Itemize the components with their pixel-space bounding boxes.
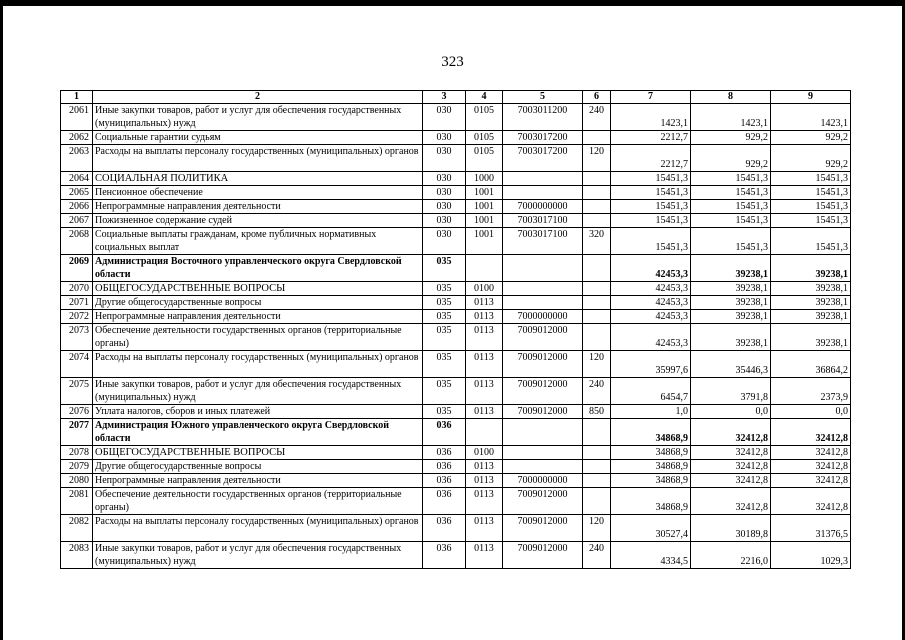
target-article-cell: [503, 419, 583, 446]
amount-col-8-cell: 15451,3: [691, 214, 771, 228]
amount-col-7-cell: 15451,3: [611, 214, 691, 228]
amount-col-8-cell: 15451,3: [691, 172, 771, 186]
amount-col-9-cell: 32412,8: [771, 419, 851, 446]
section-code-cell: 0105: [466, 145, 503, 172]
section-code-cell: 0113: [466, 296, 503, 310]
amount-col-7-cell: 34868,9: [611, 419, 691, 446]
row-number-cell: 2069: [61, 255, 93, 282]
amount-col-8-cell: 39238,1: [691, 255, 771, 282]
row-name-cell: ОБЩЕГОСУДАРСТВЕННЫЕ ВОПРОСЫ: [93, 282, 423, 296]
row-number-cell: 2082: [61, 515, 93, 542]
row-number-cell: 2079: [61, 460, 93, 474]
amount-col-8-cell: 32412,8: [691, 474, 771, 488]
row-name-cell: Непрограммные направления деятельности: [93, 474, 423, 488]
target-article-cell: [503, 446, 583, 460]
header-col-9: 9: [771, 91, 851, 104]
amount-col-9-cell: 15451,3: [771, 186, 851, 200]
expense-type-cell: [583, 446, 611, 460]
target-article-cell: 7009012000: [503, 324, 583, 351]
ministry-code-cell: 035: [423, 310, 466, 324]
section-code-cell: 0113: [466, 310, 503, 324]
ministry-code-cell: 036: [423, 515, 466, 542]
expense-type-cell: [583, 296, 611, 310]
target-article-cell: [503, 172, 583, 186]
amount-col-8-cell: 39238,1: [691, 282, 771, 296]
amount-col-7-cell: 2212,7: [611, 145, 691, 172]
amount-col-8-cell: 929,2: [691, 145, 771, 172]
section-code-cell: 0113: [466, 542, 503, 569]
row-number-cell: 2074: [61, 351, 93, 378]
amount-col-8-cell: 39238,1: [691, 296, 771, 310]
target-article-cell: 7000000000: [503, 310, 583, 324]
section-code-cell: [466, 255, 503, 282]
target-article-cell: 7009012000: [503, 405, 583, 419]
ministry-code-cell: 036: [423, 488, 466, 515]
expense-type-cell: 120: [583, 351, 611, 378]
row-number-cell: 2077: [61, 419, 93, 446]
amount-col-7-cell: 34868,9: [611, 460, 691, 474]
section-code-cell: 0105: [466, 104, 503, 131]
amount-col-9-cell: 31376,5: [771, 515, 851, 542]
row-name-cell: ОБЩЕГОСУДАРСТВЕННЫЕ ВОПРОСЫ: [93, 446, 423, 460]
amount-col-7-cell: 34868,9: [611, 488, 691, 515]
expense-type-cell: [583, 310, 611, 324]
expense-type-cell: 240: [583, 104, 611, 131]
table-row: [61, 378, 851, 405]
table-row: [61, 200, 851, 214]
amount-col-8-cell: 3791,8: [691, 378, 771, 405]
expense-type-cell: 240: [583, 542, 611, 569]
table-row: [61, 542, 851, 569]
amount-col-7-cell: 42453,3: [611, 324, 691, 351]
section-code-cell: 1001: [466, 186, 503, 200]
ministry-code-cell: 035: [423, 351, 466, 378]
row-name-cell: Иные закупки товаров, работ и услуг для обеспечения государственных (муниципальных) нужд: [93, 378, 423, 405]
amount-col-8-cell: 15451,3: [691, 200, 771, 214]
table-row: [61, 172, 851, 186]
amount-col-8-cell: 929,2: [691, 131, 771, 145]
target-article-cell: 7000000000: [503, 474, 583, 488]
table-row: [61, 474, 851, 488]
row-number-cell: 2073: [61, 324, 93, 351]
amount-col-8-cell: 1423,1: [691, 104, 771, 131]
amount-col-8-cell: 32412,8: [691, 460, 771, 474]
target-article-cell: 7003017100: [503, 214, 583, 228]
row-name-cell: Расходы на выплаты персоналу государственных (муниципальных) органов: [93, 145, 423, 172]
expense-type-cell: [583, 488, 611, 515]
row-number-cell: 2065: [61, 186, 93, 200]
amount-col-8-cell: 39238,1: [691, 310, 771, 324]
section-code-cell: 0113: [466, 351, 503, 378]
ministry-code-cell: 035: [423, 405, 466, 419]
ministry-code-cell: 035: [423, 378, 466, 405]
table-row: [61, 145, 851, 172]
amount-col-7-cell: 6454,7: [611, 378, 691, 405]
amount-col-9-cell: 0,0: [771, 405, 851, 419]
target-article-cell: 7003011200: [503, 104, 583, 131]
row-name-cell: Иные закупки товаров, работ и услуг для обеспечения государственных (муниципальных) нужд: [93, 542, 423, 569]
section-code-cell: 0100: [466, 282, 503, 296]
budget-table: [60, 90, 851, 569]
amount-col-8-cell: 35446,3: [691, 351, 771, 378]
section-code-cell: 0113: [466, 378, 503, 405]
expense-type-cell: [583, 172, 611, 186]
row-name-cell: Иные закупки товаров, работ и услуг для обеспечения государственных (муниципальных) нужд: [93, 104, 423, 131]
table-row: [61, 460, 851, 474]
amount-col-9-cell: 1423,1: [771, 104, 851, 131]
amount-col-7-cell: 15451,3: [611, 186, 691, 200]
ministry-code-cell: 030: [423, 228, 466, 255]
amount-col-9-cell: 36864,2: [771, 351, 851, 378]
amount-col-8-cell: 39238,1: [691, 324, 771, 351]
section-code-cell: 1001: [466, 228, 503, 255]
ministry-code-cell: 030: [423, 172, 466, 186]
expense-type-cell: [583, 131, 611, 145]
expense-type-cell: [583, 255, 611, 282]
amount-col-9-cell: 15451,3: [771, 172, 851, 186]
row-name-cell: Расходы на выплаты персоналу государственных (муниципальных) органов: [93, 351, 423, 378]
ministry-code-cell: 030: [423, 200, 466, 214]
ministry-code-cell: 036: [423, 542, 466, 569]
expense-type-cell: [583, 282, 611, 296]
amount-col-9-cell: 32412,8: [771, 446, 851, 460]
amount-col-8-cell: 32412,8: [691, 488, 771, 515]
table-header-row: [61, 91, 851, 104]
section-code-cell: 0105: [466, 131, 503, 145]
row-name-cell: Пожизненное содержание судей: [93, 214, 423, 228]
amount-col-9-cell: 929,2: [771, 145, 851, 172]
amount-col-9-cell: 32412,8: [771, 460, 851, 474]
row-name-cell: СОЦИАЛЬНАЯ ПОЛИТИКА: [93, 172, 423, 186]
ministry-code-cell: 030: [423, 131, 466, 145]
amount-col-9-cell: 15451,3: [771, 214, 851, 228]
header-col-3: 3: [423, 91, 466, 104]
table-row: [61, 324, 851, 351]
target-article-cell: 7009012000: [503, 542, 583, 569]
amount-col-9-cell: 15451,3: [771, 200, 851, 214]
row-name-cell: Администрация Южного управленческого округа Свердловской области: [93, 419, 423, 446]
header-col-4: 4: [466, 91, 503, 104]
row-number-cell: 2075: [61, 378, 93, 405]
target-article-cell: 7003017100: [503, 228, 583, 255]
row-name-cell: Социальные выплаты гражданам, кроме публичных нормативных социальных выплат: [93, 228, 423, 255]
row-number-cell: 2081: [61, 488, 93, 515]
table-row: [61, 296, 851, 310]
section-code-cell: 0113: [466, 488, 503, 515]
amount-col-9-cell: 32412,8: [771, 488, 851, 515]
table-row: [61, 104, 851, 131]
target-article-cell: 7009012000: [503, 378, 583, 405]
expense-type-cell: [583, 419, 611, 446]
ministry-code-cell: 035: [423, 296, 466, 310]
amount-col-7-cell: 34868,9: [611, 446, 691, 460]
row-name-cell: Другие общегосударственные вопросы: [93, 460, 423, 474]
header-col-6: 6: [583, 91, 611, 104]
amount-col-8-cell: 15451,3: [691, 228, 771, 255]
amount-col-7-cell: 34868,9: [611, 474, 691, 488]
amount-col-8-cell: 32412,8: [691, 446, 771, 460]
ministry-code-cell: 035: [423, 282, 466, 296]
expense-type-cell: [583, 186, 611, 200]
scan-border-top: [0, 0, 905, 6]
row-number-cell: 2083: [61, 542, 93, 569]
row-number-cell: 2072: [61, 310, 93, 324]
expense-type-cell: 320: [583, 228, 611, 255]
amount-col-7-cell: 42453,3: [611, 255, 691, 282]
target-article-cell: 7003017200: [503, 145, 583, 172]
target-article-cell: 7009012000: [503, 515, 583, 542]
amount-col-9-cell: 39238,1: [771, 310, 851, 324]
table-row: [61, 186, 851, 200]
row-name-cell: Пенсионное обеспечение: [93, 186, 423, 200]
expense-type-cell: [583, 460, 611, 474]
table-row: [61, 488, 851, 515]
amount-col-9-cell: 1029,3: [771, 542, 851, 569]
section-code-cell: 0113: [466, 324, 503, 351]
table-row: [61, 446, 851, 460]
target-article-cell: 7000000000: [503, 200, 583, 214]
amount-col-9-cell: 39238,1: [771, 282, 851, 296]
ministry-code-cell: 030: [423, 104, 466, 131]
page-number: 323: [441, 54, 464, 70]
target-article-cell: 7003017200: [503, 131, 583, 145]
header-col-2: 2: [93, 91, 423, 104]
table-body: [61, 104, 851, 569]
amount-col-9-cell: 929,2: [771, 131, 851, 145]
row-number-cell: 2076: [61, 405, 93, 419]
amount-col-8-cell: 32412,8: [691, 419, 771, 446]
amount-col-9-cell: 15451,3: [771, 228, 851, 255]
amount-col-7-cell: 15451,3: [611, 228, 691, 255]
expense-type-cell: [583, 474, 611, 488]
expense-type-cell: [583, 200, 611, 214]
amount-col-7-cell: 2212,7: [611, 131, 691, 145]
table-row: [61, 228, 851, 255]
header-col-5: 5: [503, 91, 583, 104]
header-col-7: 7: [611, 91, 691, 104]
amount-col-9-cell: 32412,8: [771, 474, 851, 488]
scan-border-left: [0, 0, 3, 640]
header-col-8: 8: [691, 91, 771, 104]
amount-col-7-cell: 4334,5: [611, 542, 691, 569]
expense-type-cell: [583, 324, 611, 351]
amount-col-7-cell: 35997,6: [611, 351, 691, 378]
amount-col-9-cell: 2373,9: [771, 378, 851, 405]
amount-col-7-cell: 1423,1: [611, 104, 691, 131]
row-number-cell: 2068: [61, 228, 93, 255]
row-name-cell: Социальные гарантии судьям: [93, 131, 423, 145]
ministry-code-cell: 036: [423, 446, 466, 460]
table-row: [61, 515, 851, 542]
row-number-cell: 2064: [61, 172, 93, 186]
section-code-cell: 0113: [466, 460, 503, 474]
amount-col-7-cell: 15451,3: [611, 172, 691, 186]
table-row: [61, 282, 851, 296]
ministry-code-cell: 036: [423, 474, 466, 488]
target-article-cell: [503, 255, 583, 282]
amount-col-7-cell: 42453,3: [611, 310, 691, 324]
row-name-cell: Обеспечение деятельности государственных органов (территориальные органы): [93, 324, 423, 351]
amount-col-8-cell: 30189,8: [691, 515, 771, 542]
row-number-cell: 2070: [61, 282, 93, 296]
amount-col-7-cell: 15451,3: [611, 200, 691, 214]
row-name-cell: Администрация Восточного управленческого округа Свердловской области: [93, 255, 423, 282]
row-name-cell: Непрограммные направления деятельности: [93, 200, 423, 214]
table-row: [61, 255, 851, 282]
row-number-cell: 2062: [61, 131, 93, 145]
amount-col-9-cell: 39238,1: [771, 296, 851, 310]
target-article-cell: [503, 282, 583, 296]
row-number-cell: 2078: [61, 446, 93, 460]
table-row: [61, 351, 851, 378]
row-name-cell: Другие общегосударственные вопросы: [93, 296, 423, 310]
row-name-cell: Непрограммные направления деятельности: [93, 310, 423, 324]
row-number-cell: 2080: [61, 474, 93, 488]
header-col-1: 1: [61, 91, 93, 104]
amount-col-9-cell: 39238,1: [771, 255, 851, 282]
row-number-cell: 2071: [61, 296, 93, 310]
row-name-cell: Обеспечение деятельности государственных органов (территориальные органы): [93, 488, 423, 515]
section-code-cell: 1001: [466, 200, 503, 214]
target-article-cell: 7009012000: [503, 351, 583, 378]
amount-col-8-cell: 15451,3: [691, 186, 771, 200]
table-row: [61, 419, 851, 446]
expense-type-cell: 120: [583, 515, 611, 542]
section-code-cell: 1001: [466, 214, 503, 228]
ministry-code-cell: 030: [423, 145, 466, 172]
ministry-code-cell: 036: [423, 419, 466, 446]
expense-type-cell: [583, 214, 611, 228]
row-number-cell: 2063: [61, 145, 93, 172]
table-row: [61, 214, 851, 228]
section-code-cell: 0113: [466, 515, 503, 542]
section-code-cell: 0113: [466, 474, 503, 488]
table-row: [61, 131, 851, 145]
target-article-cell: 7009012000: [503, 488, 583, 515]
row-number-cell: 2066: [61, 200, 93, 214]
target-article-cell: [503, 296, 583, 310]
amount-col-7-cell: 1,0: [611, 405, 691, 419]
section-code-cell: 0113: [466, 405, 503, 419]
target-article-cell: [503, 460, 583, 474]
ministry-code-cell: 030: [423, 214, 466, 228]
expense-type-cell: 850: [583, 405, 611, 419]
ministry-code-cell: 036: [423, 460, 466, 474]
row-name-cell: Расходы на выплаты персоналу государственных (муниципальных) органов: [93, 515, 423, 542]
ministry-code-cell: 035: [423, 255, 466, 282]
table-row: [61, 405, 851, 419]
amount-col-8-cell: 2216,0: [691, 542, 771, 569]
row-name-cell: Уплата налогов, сборов и иных платежей: [93, 405, 423, 419]
table-row: [61, 310, 851, 324]
amount-col-9-cell: 39238,1: [771, 324, 851, 351]
section-code-cell: 0100: [466, 446, 503, 460]
expense-type-cell: 240: [583, 378, 611, 405]
target-article-cell: [503, 186, 583, 200]
amount-col-7-cell: 30527,4: [611, 515, 691, 542]
ministry-code-cell: 035: [423, 324, 466, 351]
row-number-cell: 2061: [61, 104, 93, 131]
amount-col-7-cell: 42453,3: [611, 282, 691, 296]
section-code-cell: 1000: [466, 172, 503, 186]
amount-col-8-cell: 0,0: [691, 405, 771, 419]
section-code-cell: [466, 419, 503, 446]
ministry-code-cell: 030: [423, 186, 466, 200]
row-number-cell: 2067: [61, 214, 93, 228]
expense-type-cell: 120: [583, 145, 611, 172]
amount-col-7-cell: 42453,3: [611, 296, 691, 310]
